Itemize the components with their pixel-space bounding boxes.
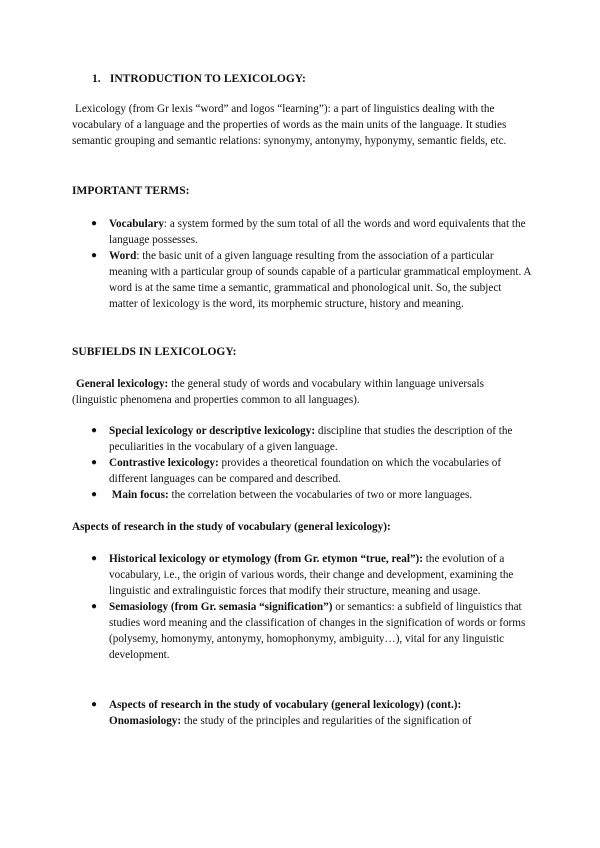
term-label: Contrastive lexicology: [109, 457, 219, 469]
list-item [72, 423, 536, 455]
term-label: Special lexicology or descriptive lexicology: [109, 425, 316, 437]
aspects-cont-heading: Aspects of research in the study of vocabulary (general lexicology) (cont.): [109, 699, 462, 711]
bullet-icon: ● [91, 699, 98, 710]
list-item [72, 248, 532, 312]
general-lexicology-text: the general study of words and vocabulary within language universals (linguistic phenomena and properties common to all languages). [72, 378, 484, 406]
intro-paragraph: Lexicology (from Gr lexis “word” and logos “learning”): a part of linguistics dealing with the vocabulary of a language and the properties of words as the main units of the language. It studies semantic grouping and semantic relations: synonymy, antonymy, hyponymy, semantic fields, etc. [72, 103, 507, 147]
aspects-heading: Aspects of research in the study of vocabulary (general lexicology): [72, 521, 391, 533]
important-terms-list [72, 216, 532, 312]
important-terms-heading: IMPORTANT TERMS: [72, 185, 190, 197]
term-definition: : a system formed by the sum total of all the words and word equivalents that the language possesses. [109, 218, 526, 246]
bullet-icon: ● [91, 425, 98, 436]
term-definition: the evolution of a vocabulary, i.e., the origin of various words, their change and development, examining the linguistic and extralinguistic forces that modify their structure, meaning and usage. [109, 553, 514, 597]
term-definition: provides a theoretical foundation on which the vocabularies of different languages can be compared and described. [109, 457, 502, 485]
bullet-icon: ● [91, 601, 98, 612]
bullet-icon: ● [91, 250, 98, 261]
subfields-list [72, 423, 536, 503]
list-item [72, 551, 532, 599]
term-label: Main focus: [111, 489, 169, 501]
list-item [72, 216, 532, 248]
list-item [72, 697, 532, 729]
list-item [72, 487, 536, 503]
aspects-list [72, 551, 532, 663]
section-title-text: INTRODUCTION TO LEXICOLOGY: [109, 73, 306, 85]
term-definition: : the basic unit of a given language resulting from the association of a particular meaning with a particular group of sounds capable of a particular grammatical employment. A word is at the same time a semantic, grammatical and phonological unit. So, the subject matter of lexicology is the word, its morphemic structure, history and meaning. [109, 250, 531, 310]
term-label: Vocabulary [109, 218, 164, 230]
term-label: Onomasiology: [109, 715, 182, 727]
subfields-heading: SUBFIELDS IN LEXICOLOGY: [72, 346, 237, 358]
section-number: 1. [92, 73, 101, 85]
term-definition: the study of the principles and regularities of the signification of [181, 715, 472, 727]
term-label: Semasiology (from Gr. semasia “signification”) [109, 601, 333, 613]
general-lexicology-paragraph [72, 376, 524, 408]
list-item [72, 599, 532, 663]
term-label: Word [109, 250, 137, 262]
term-definition: the correlation between the vocabularies of two or more languages. [168, 489, 473, 501]
term-label: Historical lexicology or etymology (from Gr. etymon “true, real”): [109, 553, 423, 565]
bullet-icon: ● [91, 457, 98, 468]
bullet-icon: ● [91, 218, 98, 229]
term-definition: or semantics: a subfield of linguistics that studies word meaning and the classification of changes in the signification of words or forms (polysemy, homonymy, antonymy, homophonymy, ambiguity…), vital for any linguistic development. [109, 601, 526, 661]
section-title [92, 71, 306, 87]
bullet-icon: ● [91, 489, 98, 500]
term-definition: discipline that studies the description of the peculiarities in the vocabulary of a given language. [109, 425, 513, 453]
list-item [72, 455, 536, 487]
bullet-icon: ● [91, 553, 98, 564]
general-lexicology-term: General lexicology: [76, 378, 169, 390]
aspects-cont-list [72, 697, 532, 729]
